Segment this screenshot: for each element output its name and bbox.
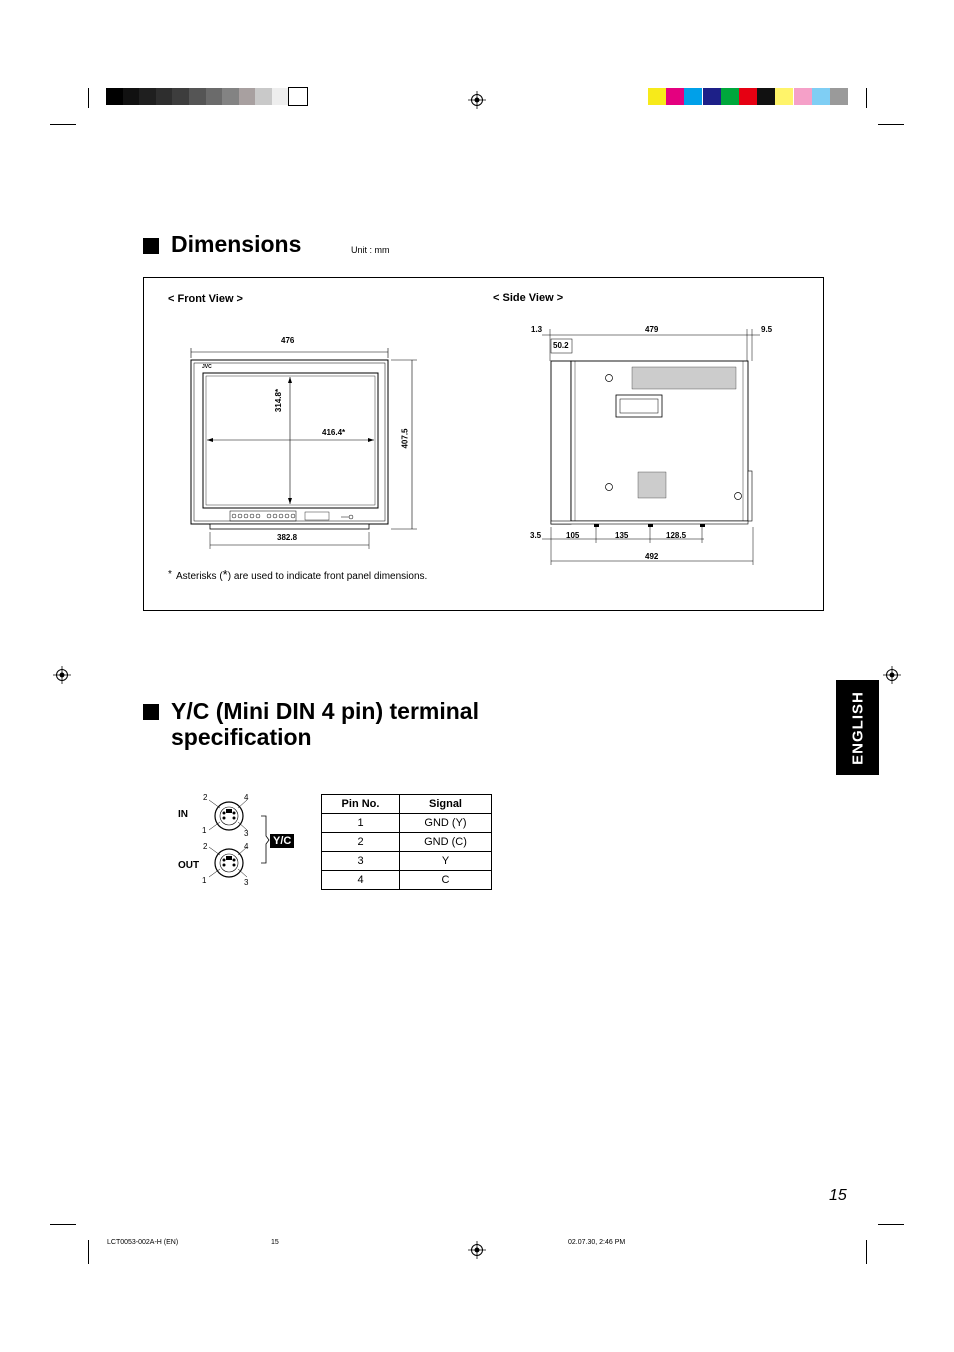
out-pin-1: 1 bbox=[202, 876, 207, 885]
dim-front-height: 407.5 bbox=[400, 428, 410, 449]
gray-swatch bbox=[189, 88, 207, 105]
yc-title-line1: Y/C (Mini DIN 4 pin) terminal bbox=[171, 698, 479, 724]
gray-swatch bbox=[289, 88, 307, 105]
pin-cell: 2 bbox=[322, 833, 400, 852]
registration-target-icon bbox=[883, 666, 901, 684]
footer-doc-code: LCT0053-002A-H (EN) bbox=[107, 1239, 179, 1246]
gray-swatch bbox=[123, 88, 141, 105]
crop-mark bbox=[50, 1224, 76, 1225]
color-swatch bbox=[794, 88, 812, 105]
signal-cell: C bbox=[400, 871, 492, 890]
dimensions-title: Dimensions bbox=[171, 231, 302, 257]
side-view-label: < Side View > bbox=[493, 292, 564, 304]
note-text-continued: ) are used to indicate front panel dimensions. bbox=[227, 571, 428, 582]
dim-side-depth-total: 492 bbox=[645, 552, 659, 561]
dimensions-heading bbox=[143, 231, 301, 258]
dim-side-foot-1: 105 bbox=[566, 531, 580, 540]
color-swatch bbox=[812, 88, 830, 105]
yc-heading bbox=[143, 698, 479, 750]
table-row bbox=[322, 871, 492, 890]
in-pin-1: 1 bbox=[202, 826, 207, 835]
color-swatch bbox=[757, 88, 775, 105]
heading-bullet bbox=[143, 238, 159, 254]
table-row bbox=[322, 833, 492, 852]
signal-cell: GND (C) bbox=[400, 833, 492, 852]
pin-cell: 1 bbox=[322, 814, 400, 833]
header-signal: Signal bbox=[400, 795, 492, 814]
dim-base-width: 382.8 bbox=[277, 533, 298, 542]
color-swatch bbox=[684, 88, 702, 105]
color-swatch bbox=[830, 88, 848, 105]
dim-side-depth-top: 479 bbox=[645, 325, 659, 334]
language-tab-label: ENGLISH bbox=[849, 690, 866, 765]
color-swatch bbox=[666, 88, 684, 105]
gray-swatch bbox=[156, 88, 174, 105]
language-tab bbox=[836, 680, 879, 775]
table-row bbox=[322, 814, 492, 833]
crop-mark bbox=[88, 1240, 89, 1264]
signal-cell: GND (Y) bbox=[400, 814, 492, 833]
out-pin-2: 2 bbox=[203, 842, 208, 851]
registration-target-icon bbox=[468, 1241, 486, 1259]
crop-mark bbox=[50, 124, 76, 125]
gray-swatch bbox=[239, 88, 257, 105]
note-star: * bbox=[222, 567, 228, 582]
unit-label: Unit : mm bbox=[351, 245, 390, 255]
gray-swatch bbox=[206, 88, 224, 105]
in-pin-3: 3 bbox=[244, 829, 249, 838]
gray-swatch bbox=[172, 88, 190, 105]
heading-bullet bbox=[143, 704, 159, 720]
dim-side-foot-front: 3.5 bbox=[530, 531, 542, 540]
in-pin-2: 2 bbox=[203, 793, 208, 802]
front-logo: JVC bbox=[202, 364, 212, 370]
header-pin-no: Pin No. bbox=[322, 795, 400, 814]
registration-target-icon bbox=[53, 666, 71, 684]
color-swatch bbox=[775, 88, 793, 105]
front-view-drawing bbox=[185, 340, 425, 550]
side-view-drawing bbox=[528, 325, 768, 575]
signal-cell: Y bbox=[400, 852, 492, 871]
page-number: 15 bbox=[829, 1187, 847, 1204]
color-swatch bbox=[721, 88, 739, 105]
color-swatch bbox=[648, 88, 666, 105]
color-swatch bbox=[739, 88, 757, 105]
out-pin-3: 3 bbox=[244, 878, 249, 887]
pin-cell: 3 bbox=[322, 852, 400, 871]
table-row bbox=[322, 852, 492, 871]
in-label: IN bbox=[178, 809, 188, 820]
out-label: OUT bbox=[178, 860, 200, 871]
pin-table bbox=[321, 794, 492, 890]
color-swatch bbox=[703, 88, 721, 105]
crop-mark bbox=[866, 88, 867, 108]
dim-side-front-bezel: 1.3 bbox=[531, 325, 543, 334]
crop-mark bbox=[866, 1240, 867, 1264]
in-pin-4: 4 bbox=[244, 793, 249, 802]
crop-mark bbox=[878, 124, 904, 125]
dim-front-width-top: 476 bbox=[281, 336, 295, 345]
dim-screen-width: 416.4* bbox=[322, 428, 346, 437]
dim-side-bezel-depth: 50.2 bbox=[553, 341, 569, 350]
front-view-label: < Front View > bbox=[168, 293, 243, 305]
yc-badge: Y/C bbox=[270, 834, 294, 848]
footer-timestamp: 02.07.30, 2:46 PM bbox=[568, 1239, 626, 1246]
footer-page: 15 bbox=[271, 1239, 279, 1246]
dim-side-rear: 9.5 bbox=[761, 325, 773, 334]
crop-mark bbox=[88, 88, 89, 108]
note-text: Asterisks ( bbox=[176, 571, 223, 582]
note-mark: * bbox=[168, 569, 172, 580]
gray-swatch bbox=[106, 88, 124, 105]
gray-swatch bbox=[255, 88, 273, 105]
dim-side-foot-3: 128.5 bbox=[666, 531, 687, 540]
gray-swatch bbox=[222, 88, 240, 105]
out-pin-4: 4 bbox=[244, 842, 249, 851]
crop-mark bbox=[878, 1224, 904, 1225]
dim-screen-height: 314.8* bbox=[274, 388, 284, 413]
pin-cell: 4 bbox=[322, 871, 400, 890]
gray-swatch bbox=[139, 88, 157, 105]
dim-side-foot-2: 135 bbox=[615, 531, 629, 540]
gray-swatch bbox=[272, 88, 290, 105]
registration-target-icon bbox=[468, 91, 486, 109]
asterisk-note bbox=[168, 569, 428, 582]
yc-title-line2: specification bbox=[171, 724, 312, 750]
